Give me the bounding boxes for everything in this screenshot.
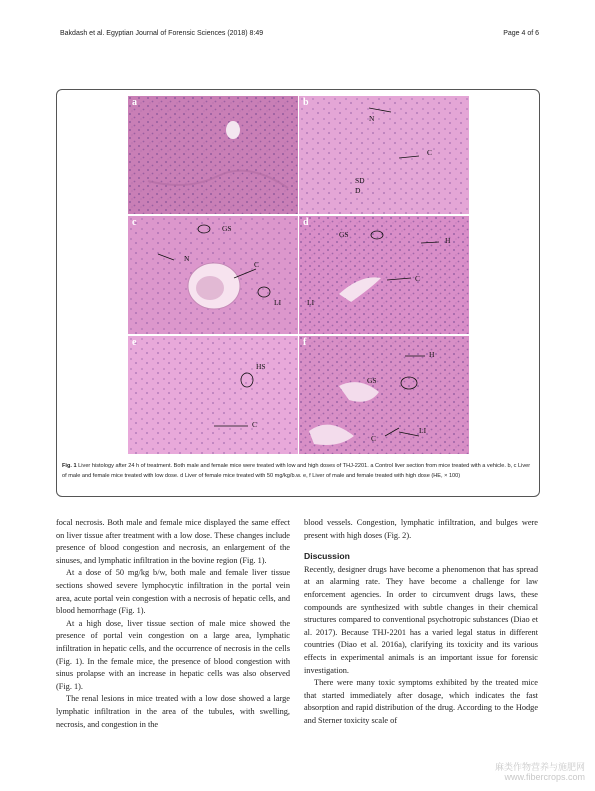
annotation-li: LI: [307, 298, 315, 307]
annotation-gs: GS: [339, 230, 349, 239]
paragraph: focal necrosis. Both male and female mice displayed the same effect on liver tissue after treatment with a low dose. These changes include presence of blood congestion and necrosis, an enlargement of the sinuses, and lymphatic infiltration in the bovine region (Fig. 1).: [56, 518, 290, 565]
watermark-text: 麻类作物营养与施肥网: [494, 762, 585, 772]
annotation-h: H: [445, 236, 451, 245]
section-heading: Discussion: [304, 551, 350, 562]
panel-label-e: e: [132, 337, 137, 348]
paragraph: There were many toxic symptoms exhibited by the treated mice that started immediately after dosage, which indicates the fast absorption and rapid distribution of the drug. According to the Hodge and Sterner toxicity scale of: [304, 678, 538, 725]
annotation-d: D: [355, 186, 361, 195]
annotation-c: C: [371, 434, 377, 443]
panel-label-f: f: [303, 337, 307, 348]
panel-label-a: a: [132, 97, 137, 108]
micrograph-a: [128, 96, 298, 214]
annotation-c: C: [252, 420, 258, 429]
micrograph-b: [299, 96, 469, 214]
page-number: Page 4 of 6: [503, 30, 539, 37]
annotation-c: C: [254, 260, 260, 269]
annotation-c: C: [427, 148, 433, 157]
paragraph: Recently, designer drugs have become a phenomenon that has spread at an alarming rate. They have become a challenge for law enforcement agencies. In order to circumvent drugs laws, these compounds are synthesized with subtle changes in their chemical structures compared to conventional psychotropic substances (Diao et al. 2017). Because THJ-2201 has a varied legal status in different countries (Diao et al. 2016a), clarifying its toxicity and its various effects in experimental animals is an important issue for forensic investigation.: [304, 564, 538, 675]
panel-label-b: b: [303, 97, 309, 108]
paragraph: The renal lesions in mice treated with a low dose showed a large lymphatic infiltration in the area of the tubules, with swelling, necrosis, and congestion in the: [56, 694, 290, 729]
left-column: [56, 517, 290, 731]
annotation-gs: GS: [222, 224, 232, 233]
figure-caption: [62, 461, 532, 481]
watermark-url: www.fibercrops.com: [504, 772, 585, 782]
right-column: [304, 517, 538, 728]
micrograph-c: [128, 216, 298, 334]
caption-label: Fig. 1: [62, 463, 77, 469]
paragraph: blood vessels. Congestion, lymphatic infiltration, and bulges were present with high doses (Fig. 2).: [304, 518, 538, 540]
micrograph-e: [128, 336, 298, 454]
micrograph-d: [299, 216, 469, 334]
annotation-li: LI: [419, 426, 427, 435]
annotation-hs: HS: [256, 362, 266, 371]
panel-label-d: d: [303, 217, 309, 228]
paragraph: At a high dose, liver tissue section of male mice showed the presence of portal vein congestion on a large area, lymphatic infiltration in hepatic cells, and the occurrence of necrosis in the cells (Fig. 1). In the female mice, the presence of blood congestion with sinus prolapse with an increase in hepatic cells was also observed (Fig. 1).: [56, 618, 290, 691]
annotation-h: H: [429, 350, 435, 359]
annotation-n: N: [369, 114, 375, 123]
panel-label-c: c: [132, 217, 137, 228]
caption-text: Liver histology after 24 h of treatment. Both male and female mice were treated with low and high doses of THJ-2201. a Control liver section from mice treated with a vehicle. b, c Liver of male and female mice treated with low dose. d Liver of female mice treated with 50 mg/kg/b.w. e, f Liver of male and female treated with high dose (HE, × 100): [62, 463, 531, 479]
micrograph-f: [299, 336, 469, 454]
annotation-n: N: [184, 254, 190, 263]
annotation-li: LI: [274, 298, 282, 307]
paragraph: At a dose of 50 mg/kg b/w, both male and female liver tissue sections showed severe lymphocytic infiltration in the portal vein area, acute portal vein congestion with a necrosis of hepatic cells, and blood hemorrhage (Fig. 1).: [56, 568, 290, 616]
running-header: Bakdash et al. Egyptian Journal of Forensic Sciences (2018) 8:49: [60, 30, 264, 37]
annotation-c: C: [415, 274, 421, 283]
annotation-gs: GS: [367, 376, 377, 385]
annotation-sd: SD: [355, 176, 365, 185]
